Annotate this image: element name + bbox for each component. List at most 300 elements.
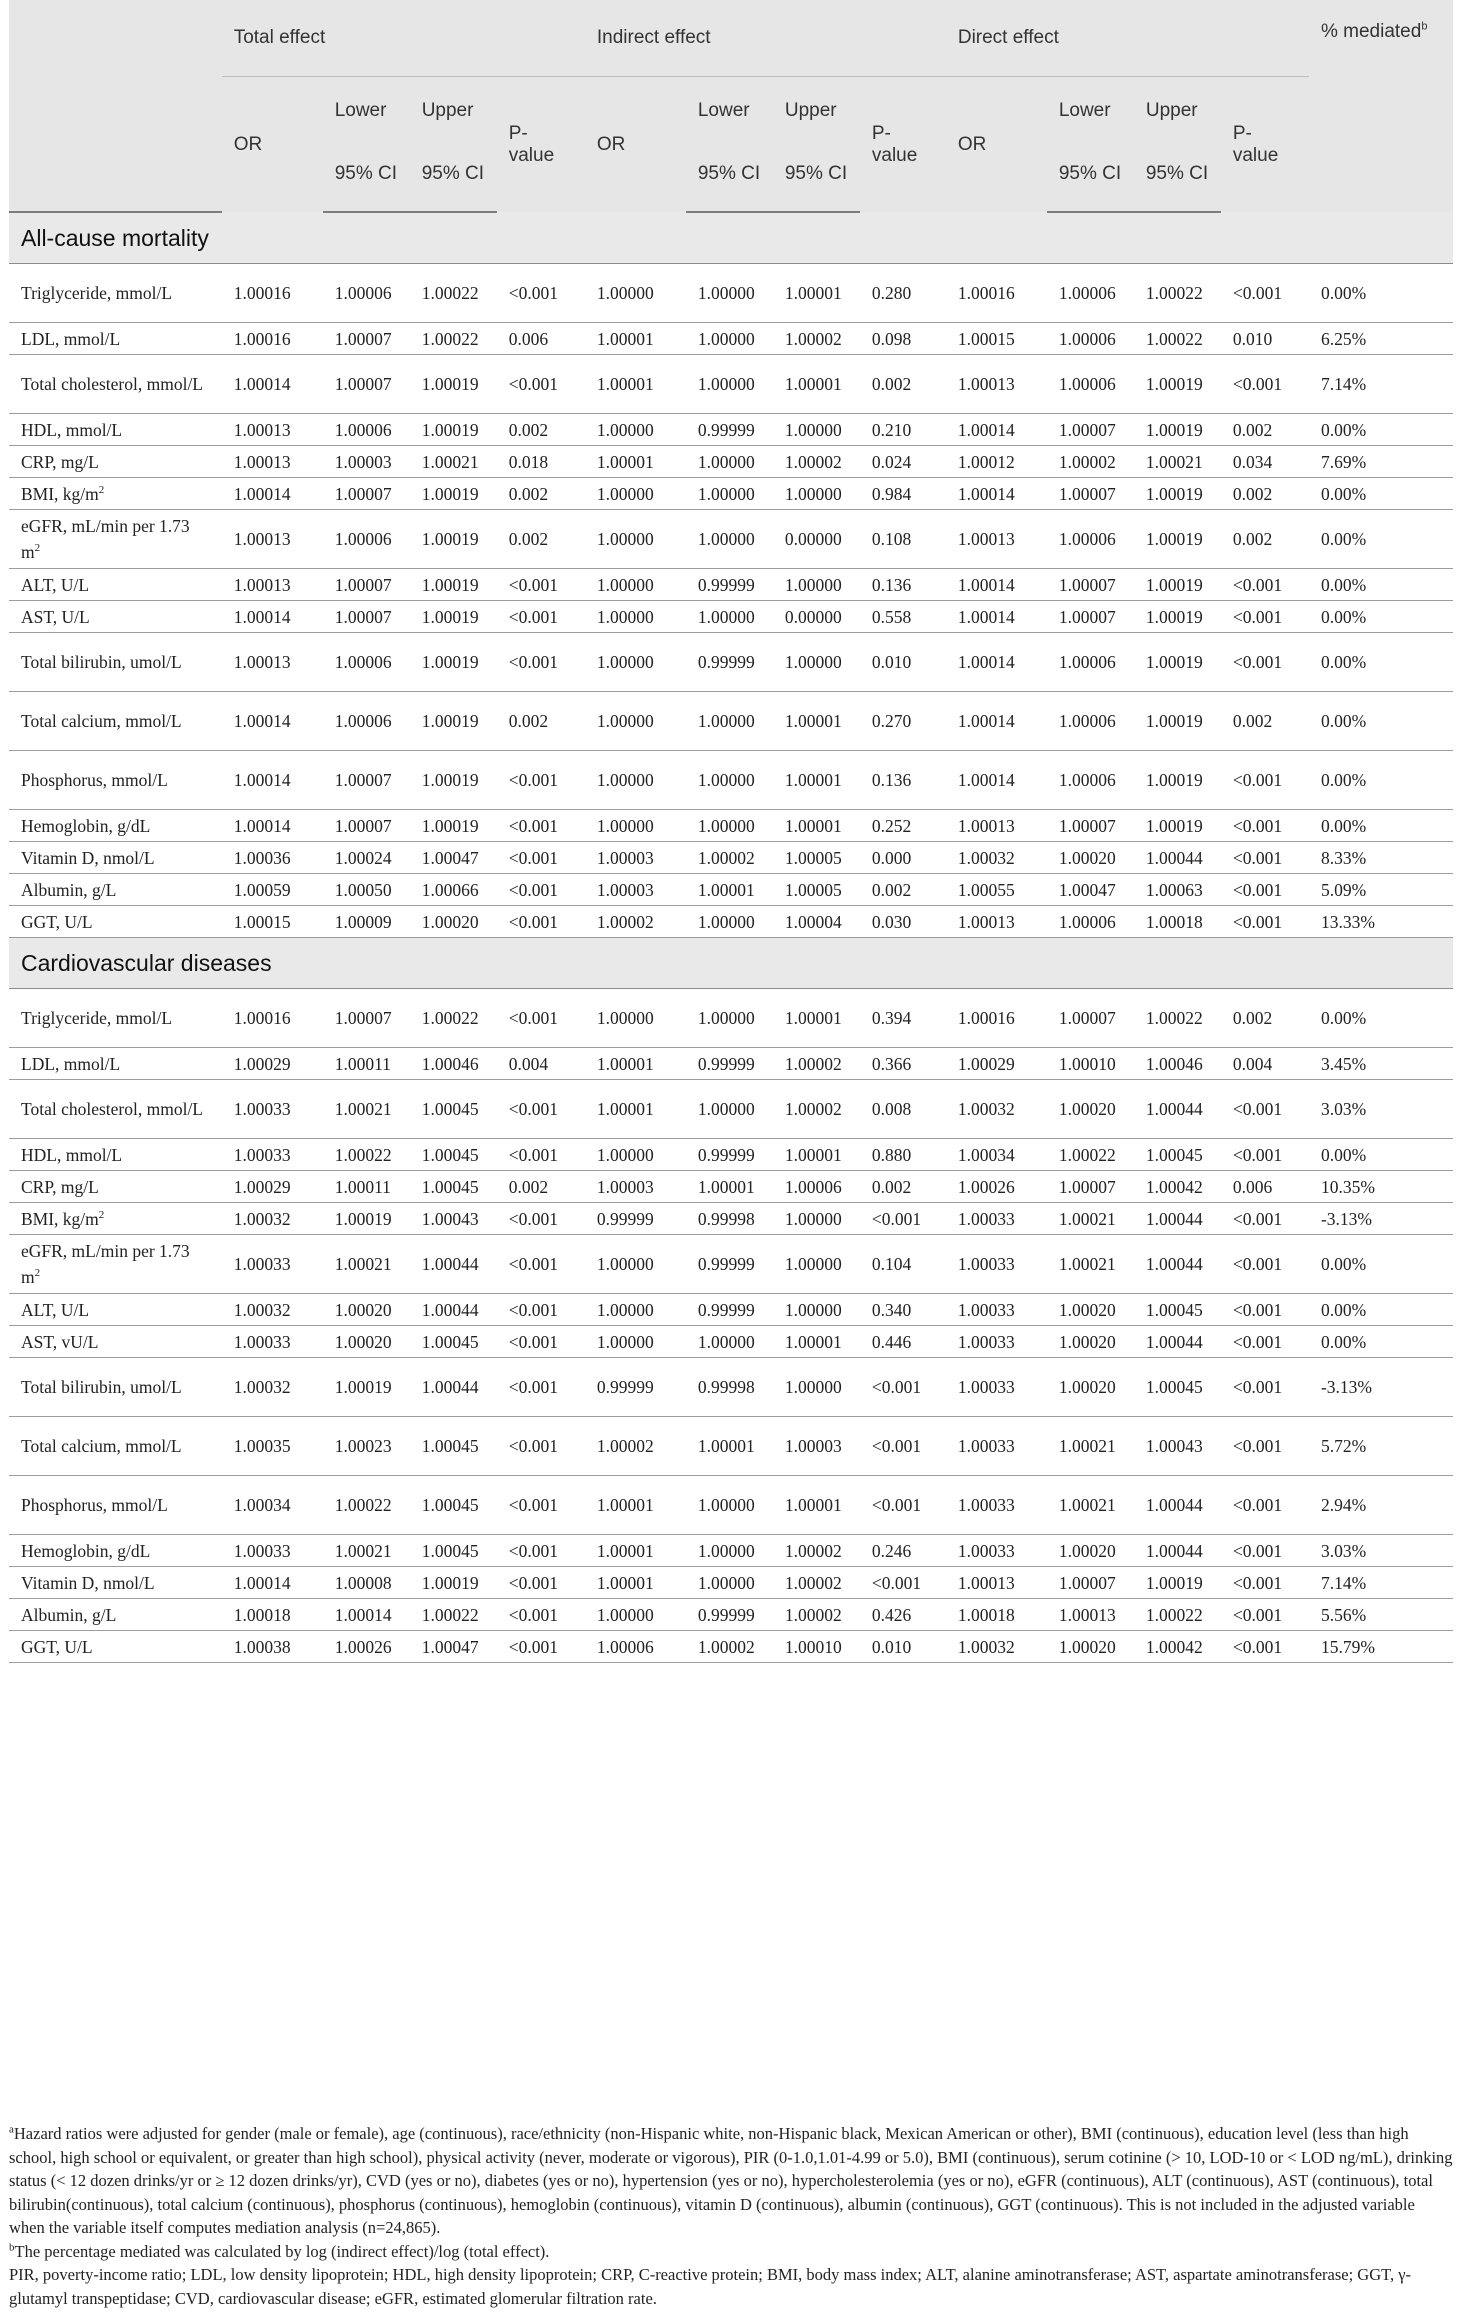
table-row bbox=[9, 478, 1453, 510]
cell-direct-lower-ci: 1.00022 bbox=[1047, 1139, 1134, 1171]
cell-direct-or: 1.00016 bbox=[946, 989, 1047, 1048]
row-label-text: GGT, U/L bbox=[21, 911, 93, 932]
cell-total-upper-ci: 1.00044 bbox=[410, 1358, 497, 1417]
cell-total-upper-ci: 1.00019 bbox=[410, 692, 497, 751]
row-label-superscript: 2 bbox=[34, 542, 41, 555]
cell-total-or: 1.00013 bbox=[222, 414, 323, 446]
cell-percent-mediated: 0.00% bbox=[1309, 510, 1453, 569]
row-label bbox=[9, 1171, 222, 1203]
cell-total-upper-ci: 1.00021 bbox=[410, 446, 497, 478]
cell-total-lower-ci: 1.00022 bbox=[323, 1139, 410, 1171]
footnote-a bbox=[9, 2122, 1453, 2240]
cell-indirect-pvalue: <0.001 bbox=[860, 1417, 946, 1476]
cell-indirect-or: 1.00000 bbox=[585, 478, 686, 510]
row-label bbox=[9, 1631, 222, 1663]
table-row bbox=[9, 842, 1453, 874]
row-label bbox=[9, 1203, 222, 1235]
footnote-mark-b: b bbox=[1421, 20, 1428, 33]
cell-indirect-lower-ci: 0.99999 bbox=[686, 633, 773, 692]
cell-direct-pvalue: <0.001 bbox=[1221, 1599, 1309, 1631]
cell-total-pvalue: <0.001 bbox=[497, 751, 585, 810]
table-row bbox=[9, 633, 1453, 692]
cell-indirect-or: 1.00000 bbox=[585, 601, 686, 633]
cell-direct-or: 1.00033 bbox=[946, 1476, 1047, 1535]
cell-total-pvalue: <0.001 bbox=[497, 1535, 585, 1567]
cell-percent-mediated: 0.00% bbox=[1309, 1139, 1453, 1171]
cell-indirect-or: 1.00001 bbox=[585, 355, 686, 414]
cell-indirect-or: 1.00000 bbox=[585, 989, 686, 1048]
cell-total-pvalue: 0.006 bbox=[497, 323, 585, 355]
cell-total-pvalue: 0.002 bbox=[497, 478, 585, 510]
cell-direct-upper-ci: 1.00019 bbox=[1134, 510, 1221, 569]
cell-indirect-or: 1.00001 bbox=[585, 1048, 686, 1080]
cell-total-upper-ci: 1.00045 bbox=[410, 1139, 497, 1171]
cell-total-lower-ci: 1.00020 bbox=[323, 1326, 410, 1358]
cell-percent-mediated: 0.00% bbox=[1309, 633, 1453, 692]
cell-direct-or: 1.00013 bbox=[946, 1567, 1047, 1599]
cell-total-pvalue: <0.001 bbox=[497, 264, 585, 323]
cell-direct-lower-ci: 1.00007 bbox=[1047, 1171, 1134, 1203]
cell-direct-or: 1.00034 bbox=[946, 1139, 1047, 1171]
cell-indirect-pvalue: 0.136 bbox=[860, 751, 946, 810]
header-blank bbox=[9, 135, 222, 212]
mediation-table bbox=[9, 0, 1453, 1663]
table-row bbox=[9, 1599, 1453, 1631]
cell-indirect-upper-ci: 1.00000 bbox=[773, 1294, 860, 1326]
cell-indirect-pvalue: 0.000 bbox=[860, 842, 946, 874]
cell-direct-or: 1.00013 bbox=[946, 510, 1047, 569]
cell-direct-pvalue: <0.001 bbox=[1221, 264, 1309, 323]
table-row bbox=[9, 1171, 1453, 1203]
cell-total-pvalue: <0.001 bbox=[497, 1235, 585, 1294]
cell-indirect-pvalue: 0.098 bbox=[860, 323, 946, 355]
cell-indirect-pvalue: 0.136 bbox=[860, 569, 946, 601]
cell-total-upper-ci: 1.00022 bbox=[410, 323, 497, 355]
cell-total-upper-ci: 1.00044 bbox=[410, 1294, 497, 1326]
cell-direct-lower-ci: 1.00013 bbox=[1047, 1599, 1134, 1631]
cell-percent-mediated: 0.00% bbox=[1309, 264, 1453, 323]
cell-total-lower-ci: 1.00019 bbox=[323, 1203, 410, 1235]
cell-total-pvalue: 0.018 bbox=[497, 446, 585, 478]
table-row bbox=[9, 510, 1453, 569]
footnote-b-text: The percentage mediated was calculated by log (indirect effect)/log (total effect). bbox=[14, 2241, 550, 2261]
cell-direct-lower-ci: 1.00006 bbox=[1047, 751, 1134, 810]
cell-direct-lower-ci: 1.00006 bbox=[1047, 264, 1134, 323]
cell-direct-upper-ci: 1.00044 bbox=[1134, 1203, 1221, 1235]
cell-total-lower-ci: 1.00006 bbox=[323, 633, 410, 692]
cell-direct-lower-ci: 1.00007 bbox=[1047, 569, 1134, 601]
cell-total-or: 1.00029 bbox=[222, 1048, 323, 1080]
row-label-text: AST, U/L bbox=[21, 606, 90, 627]
table-body bbox=[9, 212, 1453, 1663]
header-lower: Lower bbox=[686, 77, 773, 136]
cell-direct-or: 1.00032 bbox=[946, 1080, 1047, 1139]
cell-total-or: 1.00014 bbox=[222, 478, 323, 510]
cell-total-upper-ci: 1.00047 bbox=[410, 1631, 497, 1663]
cell-total-lower-ci: 1.00021 bbox=[323, 1535, 410, 1567]
cell-total-or: 1.00033 bbox=[222, 1535, 323, 1567]
table-row bbox=[9, 1567, 1453, 1599]
row-label-text: Hemoglobin, g/dL bbox=[21, 1540, 151, 1561]
cell-direct-upper-ci: 1.00044 bbox=[1134, 842, 1221, 874]
cell-direct-lower-ci: 1.00007 bbox=[1047, 478, 1134, 510]
cell-direct-or: 1.00014 bbox=[946, 569, 1047, 601]
cell-direct-or: 1.00033 bbox=[946, 1294, 1047, 1326]
cell-direct-lower-ci: 1.00021 bbox=[1047, 1417, 1134, 1476]
cell-direct-pvalue: <0.001 bbox=[1221, 1358, 1309, 1417]
cell-total-or: 1.00035 bbox=[222, 1417, 323, 1476]
cell-total-pvalue: <0.001 bbox=[497, 1599, 585, 1631]
row-label bbox=[9, 1476, 222, 1535]
cell-direct-pvalue: <0.001 bbox=[1221, 874, 1309, 906]
cell-total-or: 1.00033 bbox=[222, 1326, 323, 1358]
row-label bbox=[9, 1535, 222, 1567]
cell-percent-mediated: 15.79% bbox=[1309, 1631, 1453, 1663]
cell-direct-lower-ci: 1.00020 bbox=[1047, 1294, 1134, 1326]
cell-direct-pvalue: <0.001 bbox=[1221, 1326, 1309, 1358]
cell-direct-pvalue: <0.001 bbox=[1221, 1476, 1309, 1535]
cell-indirect-upper-ci: 1.00002 bbox=[773, 323, 860, 355]
cell-total-upper-ci: 1.00019 bbox=[410, 601, 497, 633]
cell-direct-upper-ci: 1.00019 bbox=[1134, 478, 1221, 510]
table-row bbox=[9, 692, 1453, 751]
table-row bbox=[9, 751, 1453, 810]
cell-indirect-lower-ci: 0.99999 bbox=[686, 1599, 773, 1631]
cell-indirect-or: 0.99999 bbox=[585, 1358, 686, 1417]
header-blank bbox=[9, 77, 222, 136]
cell-direct-or: 1.00014 bbox=[946, 751, 1047, 810]
cell-percent-mediated: 0.00% bbox=[1309, 478, 1453, 510]
cell-total-or: 1.00033 bbox=[222, 1080, 323, 1139]
cell-percent-mediated: 0.00% bbox=[1309, 601, 1453, 633]
cell-direct-upper-ci: 1.00019 bbox=[1134, 414, 1221, 446]
cell-indirect-lower-ci: 1.00000 bbox=[686, 446, 773, 478]
row-label-text: Vitamin D, nmol/L bbox=[21, 847, 155, 868]
footnote-a-text: Hazard ratios were adjusted for gender (male or female), age (continuous), race/ethnicity (non-Hispanic white, non-Hispanic black, Mexican American or other), BMI (continuous), education level (less than high school, high school or equivalent, or greater than high school), physical activity (never, moderate or vigorous), PIR (0-1.0,1.01-4.99 or 5.0), BMI (continuous), serum cotinine (> 10, LOD-10 or < LOD ng/mL), drinking status (< 12 dozen drinks/yr or ≥ 12 dozen drinks/yr), CVD (yes or no), diabetes (yes or no), hypertension (yes or no), hypercholesterolemia (yes or no), eGFR (continuous), ALT (continuous), AST (continuous), total bilirubin(continuous), total calcium (continuous), phosphorus (continuous), hemoglobin (continuous), vitamin D (continuous), albumin (continuous), GGT (continuous). This is not included in the adjusted variable when the variable itself computes mediation analysis (n=24,865). bbox=[9, 2124, 1453, 2237]
cell-indirect-pvalue: 0.394 bbox=[860, 989, 946, 1048]
cell-indirect-upper-ci: 0.00000 bbox=[773, 601, 860, 633]
row-label bbox=[9, 510, 222, 569]
cell-direct-or: 1.00016 bbox=[946, 264, 1047, 323]
cell-indirect-or: 1.00000 bbox=[585, 1599, 686, 1631]
cell-indirect-upper-ci: 1.00002 bbox=[773, 1599, 860, 1631]
cell-indirect-upper-ci: 1.00000 bbox=[773, 414, 860, 446]
cell-percent-mediated: 0.00% bbox=[1309, 414, 1453, 446]
cell-total-or: 1.00029 bbox=[222, 1171, 323, 1203]
cell-direct-pvalue: 0.002 bbox=[1221, 692, 1309, 751]
cell-indirect-or: 1.00000 bbox=[585, 692, 686, 751]
cell-indirect-pvalue: <0.001 bbox=[860, 1567, 946, 1599]
header-blank bbox=[9, 0, 222, 77]
cell-direct-pvalue: <0.001 bbox=[1221, 601, 1309, 633]
cell-direct-pvalue: 0.004 bbox=[1221, 1048, 1309, 1080]
cell-total-pvalue: 0.002 bbox=[497, 510, 585, 569]
cell-total-or: 1.00014 bbox=[222, 692, 323, 751]
cell-indirect-lower-ci: 0.99998 bbox=[686, 1358, 773, 1417]
cell-direct-or: 1.00033 bbox=[946, 1203, 1047, 1235]
cell-indirect-or: 1.00000 bbox=[585, 751, 686, 810]
cell-total-pvalue: 0.002 bbox=[497, 1171, 585, 1203]
cell-indirect-or: 1.00003 bbox=[585, 874, 686, 906]
row-label bbox=[9, 1417, 222, 1476]
row-label bbox=[9, 842, 222, 874]
cell-percent-mediated: 7.14% bbox=[1309, 355, 1453, 414]
cell-indirect-pvalue: 0.104 bbox=[860, 1235, 946, 1294]
table-row bbox=[9, 1235, 1453, 1294]
cell-direct-lower-ci: 1.00007 bbox=[1047, 414, 1134, 446]
cell-indirect-pvalue: 0.002 bbox=[860, 355, 946, 414]
header-direct-effect: Direct effect bbox=[946, 0, 1309, 77]
table-row bbox=[9, 1476, 1453, 1535]
cell-direct-lower-ci: 1.00021 bbox=[1047, 1235, 1134, 1294]
cell-direct-or: 1.00012 bbox=[946, 446, 1047, 478]
row-label-superscript: 2 bbox=[98, 483, 105, 496]
section-title: All-cause mortality bbox=[9, 212, 1453, 264]
header-or: OR bbox=[946, 77, 1047, 213]
cell-percent-mediated: 5.09% bbox=[1309, 874, 1453, 906]
cell-percent-mediated: -3.13% bbox=[1309, 1203, 1453, 1235]
cell-percent-mediated: 0.00% bbox=[1309, 810, 1453, 842]
cell-indirect-upper-ci: 1.00000 bbox=[773, 1203, 860, 1235]
cell-percent-mediated: 2.94% bbox=[1309, 1476, 1453, 1535]
table-row bbox=[9, 1080, 1453, 1139]
cell-total-pvalue: <0.001 bbox=[497, 1139, 585, 1171]
cell-indirect-or: 1.00000 bbox=[585, 510, 686, 569]
cell-indirect-upper-ci: 1.00002 bbox=[773, 1567, 860, 1599]
cell-total-lower-ci: 1.00021 bbox=[323, 1235, 410, 1294]
table-row bbox=[9, 601, 1453, 633]
table-row bbox=[9, 1358, 1453, 1417]
cell-direct-or: 1.00033 bbox=[946, 1326, 1047, 1358]
header-upper: Upper bbox=[410, 77, 497, 136]
cell-total-upper-ci: 1.00045 bbox=[410, 1326, 497, 1358]
row-label-text: Albumin, g/L bbox=[21, 1604, 117, 1625]
row-label bbox=[9, 1080, 222, 1139]
cell-direct-or: 1.00032 bbox=[946, 842, 1047, 874]
table-row bbox=[9, 1048, 1453, 1080]
cell-direct-pvalue: 0.010 bbox=[1221, 323, 1309, 355]
header-95ci: 95% CI bbox=[410, 135, 497, 212]
cell-indirect-upper-ci: 1.00002 bbox=[773, 1048, 860, 1080]
cell-percent-mediated: 5.56% bbox=[1309, 1599, 1453, 1631]
cell-total-or: 1.00033 bbox=[222, 1139, 323, 1171]
cell-total-upper-ci: 1.00020 bbox=[410, 906, 497, 938]
cell-total-pvalue: 0.004 bbox=[497, 1048, 585, 1080]
cell-direct-lower-ci: 1.00020 bbox=[1047, 1080, 1134, 1139]
cell-indirect-or: 1.00000 bbox=[585, 810, 686, 842]
cell-total-or: 1.00018 bbox=[222, 1599, 323, 1631]
cell-indirect-pvalue: 0.002 bbox=[860, 1171, 946, 1203]
cell-percent-mediated: 6.25% bbox=[1309, 323, 1453, 355]
cell-percent-mediated: 13.33% bbox=[1309, 906, 1453, 938]
cell-indirect-upper-ci: 1.00002 bbox=[773, 1535, 860, 1567]
cell-percent-mediated: 5.72% bbox=[1309, 1417, 1453, 1476]
cell-total-upper-ci: 1.00043 bbox=[410, 1203, 497, 1235]
cell-total-lower-ci: 1.00008 bbox=[323, 1567, 410, 1599]
cell-indirect-lower-ci: 1.00000 bbox=[686, 264, 773, 323]
cell-total-upper-ci: 1.00044 bbox=[410, 1235, 497, 1294]
cell-total-lower-ci: 1.00020 bbox=[323, 1294, 410, 1326]
cell-indirect-lower-ci: 1.00000 bbox=[686, 323, 773, 355]
row-label-text: Total bilirubin, umol/L bbox=[21, 652, 182, 672]
row-label-text: Total cholesterol, mmol/L bbox=[21, 1099, 203, 1119]
cell-indirect-pvalue: 0.024 bbox=[860, 446, 946, 478]
header-lower: Lower bbox=[1047, 77, 1134, 136]
cell-direct-upper-ci: 1.00046 bbox=[1134, 1048, 1221, 1080]
cell-direct-pvalue: 0.002 bbox=[1221, 414, 1309, 446]
row-label-text: BMI, kg/m bbox=[21, 1208, 99, 1229]
cell-indirect-lower-ci: 1.00001 bbox=[686, 1417, 773, 1476]
header-95ci: 95% CI bbox=[686, 135, 773, 212]
cell-total-lower-ci: 1.00024 bbox=[323, 842, 410, 874]
cell-indirect-lower-ci: 1.00000 bbox=[686, 1326, 773, 1358]
cell-percent-mediated: 8.33% bbox=[1309, 842, 1453, 874]
cell-indirect-or: 1.00000 bbox=[585, 1235, 686, 1294]
row-label-text: CRP, mg/L bbox=[21, 451, 99, 472]
cell-direct-pvalue: 0.034 bbox=[1221, 446, 1309, 478]
cell-indirect-pvalue: 0.010 bbox=[860, 633, 946, 692]
cell-indirect-upper-ci: 1.00001 bbox=[773, 355, 860, 414]
cell-total-upper-ci: 1.00045 bbox=[410, 1417, 497, 1476]
cell-indirect-or: 1.00001 bbox=[585, 1567, 686, 1599]
cell-total-lower-ci: 1.00006 bbox=[323, 692, 410, 751]
cell-direct-lower-ci: 1.00020 bbox=[1047, 1326, 1134, 1358]
row-label bbox=[9, 751, 222, 810]
cell-indirect-lower-ci: 1.00001 bbox=[686, 874, 773, 906]
cell-indirect-upper-ci: 1.00001 bbox=[773, 264, 860, 323]
row-label bbox=[9, 1048, 222, 1080]
cell-indirect-or: 1.00000 bbox=[585, 1294, 686, 1326]
cell-total-lower-ci: 1.00022 bbox=[323, 1476, 410, 1535]
cell-indirect-lower-ci: 1.00000 bbox=[686, 810, 773, 842]
cell-indirect-upper-ci: 1.00002 bbox=[773, 446, 860, 478]
cell-indirect-lower-ci: 1.00002 bbox=[686, 842, 773, 874]
cell-direct-pvalue: 0.002 bbox=[1221, 510, 1309, 569]
row-label-text: Total calcium, mmol/L bbox=[21, 1436, 182, 1456]
cell-direct-lower-ci: 1.00021 bbox=[1047, 1203, 1134, 1235]
cell-indirect-or: 1.00006 bbox=[585, 1631, 686, 1663]
table-row bbox=[9, 323, 1453, 355]
cell-total-upper-ci: 1.00045 bbox=[410, 1171, 497, 1203]
cell-total-or: 1.00014 bbox=[222, 355, 323, 414]
cell-indirect-or: 1.00000 bbox=[585, 569, 686, 601]
cell-indirect-or: 1.00001 bbox=[585, 1080, 686, 1139]
cell-direct-pvalue: <0.001 bbox=[1221, 810, 1309, 842]
cell-total-pvalue: <0.001 bbox=[497, 1358, 585, 1417]
cell-indirect-or: 1.00000 bbox=[585, 633, 686, 692]
cell-total-pvalue: <0.001 bbox=[497, 810, 585, 842]
row-label-text: eGFR, mL/min per 1.73 m bbox=[21, 516, 190, 562]
cell-direct-or: 1.00033 bbox=[946, 1535, 1047, 1567]
cell-indirect-lower-ci: 0.99999 bbox=[686, 569, 773, 601]
cell-indirect-or: 1.00001 bbox=[585, 446, 686, 478]
row-label-text: Total calcium, mmol/L bbox=[21, 711, 182, 731]
header-pvalue: P-value bbox=[860, 77, 946, 213]
cell-indirect-lower-ci: 1.00000 bbox=[686, 751, 773, 810]
table-row bbox=[9, 1326, 1453, 1358]
cell-indirect-pvalue: 0.446 bbox=[860, 1326, 946, 1358]
cell-total-upper-ci: 1.00022 bbox=[410, 264, 497, 323]
cell-total-upper-ci: 1.00019 bbox=[410, 633, 497, 692]
cell-direct-or: 1.00033 bbox=[946, 1358, 1047, 1417]
cell-total-or: 1.00036 bbox=[222, 842, 323, 874]
header-percent-mediated bbox=[1309, 0, 1453, 212]
cell-indirect-pvalue: 0.340 bbox=[860, 1294, 946, 1326]
cell-direct-lower-ci: 1.00002 bbox=[1047, 446, 1134, 478]
cell-total-lower-ci: 1.00007 bbox=[323, 601, 410, 633]
row-label bbox=[9, 569, 222, 601]
cell-total-upper-ci: 1.00019 bbox=[410, 569, 497, 601]
cell-percent-mediated: -3.13% bbox=[1309, 1358, 1453, 1417]
cell-total-pvalue: <0.001 bbox=[497, 1080, 585, 1139]
cell-direct-pvalue: 0.006 bbox=[1221, 1171, 1309, 1203]
cell-total-or: 1.00014 bbox=[222, 810, 323, 842]
cell-direct-lower-ci: 1.00006 bbox=[1047, 692, 1134, 751]
cell-direct-or: 1.00014 bbox=[946, 414, 1047, 446]
footnote-b bbox=[9, 2240, 1453, 2264]
table-row bbox=[9, 569, 1453, 601]
cell-direct-or: 1.00018 bbox=[946, 1599, 1047, 1631]
cell-indirect-upper-ci: 1.00001 bbox=[773, 989, 860, 1048]
section-header-row bbox=[9, 938, 1453, 989]
cell-direct-pvalue: <0.001 bbox=[1221, 1631, 1309, 1663]
cell-direct-lower-ci: 1.00007 bbox=[1047, 989, 1134, 1048]
cell-direct-lower-ci: 1.00006 bbox=[1047, 510, 1134, 569]
row-label bbox=[9, 1235, 222, 1294]
header-total-effect: Total effect bbox=[222, 0, 585, 77]
cell-indirect-pvalue: 0.426 bbox=[860, 1599, 946, 1631]
cell-direct-pvalue: <0.001 bbox=[1221, 633, 1309, 692]
section-title: Cardiovascular diseases bbox=[9, 938, 1453, 989]
row-label-text: GGT, U/L bbox=[21, 1636, 93, 1657]
cell-indirect-lower-ci: 0.99999 bbox=[686, 414, 773, 446]
cell-direct-or: 1.00033 bbox=[946, 1417, 1047, 1476]
cell-direct-or: 1.00026 bbox=[946, 1171, 1047, 1203]
cell-total-pvalue: <0.001 bbox=[497, 1567, 585, 1599]
cell-total-lower-ci: 1.00007 bbox=[323, 989, 410, 1048]
table-footnotes bbox=[9, 2122, 1453, 2310]
cell-direct-upper-ci: 1.00044 bbox=[1134, 1535, 1221, 1567]
cell-direct-pvalue: <0.001 bbox=[1221, 1567, 1309, 1599]
cell-total-lower-ci: 1.00006 bbox=[323, 264, 410, 323]
cell-indirect-upper-ci: 1.00000 bbox=[773, 633, 860, 692]
cell-indirect-lower-ci: 0.99999 bbox=[686, 1139, 773, 1171]
cell-direct-upper-ci: 1.00063 bbox=[1134, 874, 1221, 906]
cell-total-or: 1.00038 bbox=[222, 1631, 323, 1663]
cell-total-lower-ci: 1.00014 bbox=[323, 1599, 410, 1631]
cell-indirect-upper-ci: 1.00001 bbox=[773, 692, 860, 751]
cell-total-or: 1.00034 bbox=[222, 1476, 323, 1535]
cell-total-pvalue: <0.001 bbox=[497, 1631, 585, 1663]
row-label-text: Total bilirubin, umol/L bbox=[21, 1377, 182, 1397]
footnote-mark-b: b bbox=[9, 2241, 15, 2253]
cell-indirect-pvalue: 0.108 bbox=[860, 510, 946, 569]
cell-total-lower-ci: 1.00019 bbox=[323, 1358, 410, 1417]
row-label-text: LDL, mmol/L bbox=[21, 328, 121, 349]
abbreviations-note: PIR, poverty-income ratio; LDL, low density lipoprotein; HDL, high density lipoprotein; CRP, C-reactive protein; BMI, body mass index; ALT, alanine aminotransferase; AST, aspartate aminotransferase; GGT, γ-glutamyl transpeptidase; CVD, cardiovascular disease; eGFR, estimated glomerular filtration rate. bbox=[9, 2265, 1412, 2308]
cell-direct-upper-ci: 1.00044 bbox=[1134, 1080, 1221, 1139]
header-95ci: 95% CI bbox=[323, 135, 410, 212]
cell-total-pvalue: <0.001 bbox=[497, 569, 585, 601]
cell-total-pvalue: <0.001 bbox=[497, 633, 585, 692]
cell-total-or: 1.00013 bbox=[222, 569, 323, 601]
row-label bbox=[9, 989, 222, 1048]
cell-total-lower-ci: 1.00011 bbox=[323, 1048, 410, 1080]
cell-indirect-lower-ci: 1.00000 bbox=[686, 906, 773, 938]
row-label bbox=[9, 810, 222, 842]
cell-indirect-pvalue: 0.280 bbox=[860, 264, 946, 323]
cell-direct-upper-ci: 1.00019 bbox=[1134, 633, 1221, 692]
